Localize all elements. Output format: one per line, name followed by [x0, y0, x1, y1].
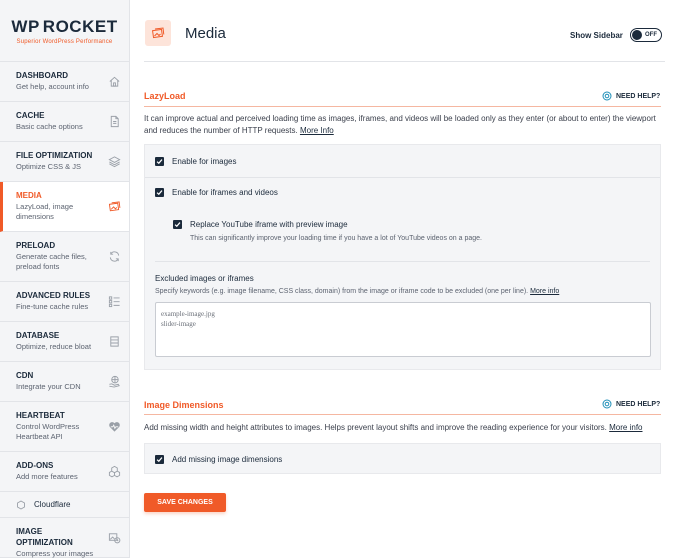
toggle-knob [632, 30, 642, 40]
sidebar-item-heartbeat[interactable]: HEARTBEAT Control WordPress Heartbeat API [0, 402, 129, 452]
database-icon [107, 335, 121, 349]
lazyload-panel [144, 144, 661, 370]
save-changes-button[interactable]: SAVE CHANGES [144, 493, 226, 512]
excluded-label: Excluded images or iframes [155, 274, 254, 283]
images-icon [107, 200, 121, 214]
cloudflare-icon [16, 500, 26, 510]
youtube-preview-option: Replace YouTube iframe with preview image [173, 220, 348, 229]
enable-images-checkbox[interactable] [155, 157, 164, 166]
media-header-icon [145, 20, 171, 46]
help-lifebuoy-icon [602, 399, 612, 409]
layers-icon [107, 155, 121, 169]
lazyload-intro: It can improve actual and perceived loading time as images, iframes, and videos will be loaded only as they enter (or about to enter) the viewport and reduces the number of HTTP requests. More Info [144, 114, 656, 135]
dimensions-more-info-link[interactable]: More info [609, 423, 643, 432]
page-title: Media [185, 25, 226, 42]
add-missing-dimensions-checkbox[interactable] [155, 455, 164, 464]
excluded-description: Specify keywords (e.g. image filename, CSS class, domain) from the image or iframe code to be excluded (one per line). More info [155, 288, 560, 295]
dimensions-divider [144, 414, 661, 415]
sidebar-item-preload[interactable]: PRELOAD Generate cache files, preload fonts [0, 232, 129, 282]
heartbeat-icon [107, 420, 121, 434]
logo-tagline: Superior WordPress Performance [16, 38, 113, 45]
add-missing-dimensions-option: Add missing image dimensions [155, 455, 282, 464]
logo-wp: WP [11, 16, 40, 36]
dimensions-panel [144, 443, 661, 474]
home-icon [107, 75, 121, 89]
sidebar-item-cloudflare[interactable]: Cloudflare [0, 492, 129, 518]
youtube-note: This can significantly improve your loading time if you have a lot of YouTube videos on a page. [190, 235, 482, 242]
enable-iframes-option: Enable for iframes and videos [155, 188, 278, 197]
sidebar-item-add-ons[interactable]: ADD-ONS Add more features [0, 452, 129, 492]
sidebar-item-cache[interactable]: CACHE Basic cache options [0, 102, 129, 142]
main-content [130, 0, 680, 558]
sidebar-item-cdn[interactable]: CDN Integrate your CDN [0, 362, 129, 402]
show-sidebar-label: Show Sidebar [570, 31, 623, 40]
list-icon [107, 295, 121, 309]
dimensions-need-help-link[interactable]: NEED HELP? [602, 399, 660, 409]
lazyload-divider [144, 106, 661, 107]
lazyload-title: LazyLoad [144, 91, 186, 101]
refresh-icon [107, 250, 121, 264]
excluded-more-info-link[interactable]: More info [530, 288, 560, 295]
help-lifebuoy-icon [602, 91, 612, 101]
sidebar-item-database[interactable]: DATABASE Optimize, reduce bloat [0, 322, 129, 362]
globe-hand-icon [107, 375, 121, 389]
logo-rocket: ROCKET [42, 16, 118, 36]
sidebar-item-advanced-rules[interactable]: ADVANCED RULES Fine-tune cache rules [0, 282, 129, 322]
lazyload-need-help-link[interactable]: NEED HELP? [602, 91, 660, 101]
sidebar-item-media[interactable]: MEDIA LazyLoad, image dimensions [0, 182, 129, 232]
toggle-state: OFF [645, 32, 657, 38]
addons-icon [107, 465, 121, 479]
file-icon [107, 115, 121, 129]
image-compress-icon [107, 531, 121, 545]
image-dimensions-title: Image Dimensions [144, 400, 224, 410]
sidebar [0, 0, 130, 558]
sidebar-item-image-optimization[interactable]: IMAGE OPTIMIZATION Compress your images [0, 518, 129, 558]
lazyload-more-info-link[interactable]: More Info [299, 126, 334, 135]
logo[interactable] [0, 0, 129, 62]
youtube-preview-checkbox[interactable] [173, 220, 182, 229]
sidebar-item-file-optimization[interactable]: FILE OPTIMIZATION Optimize CSS & JS [0, 142, 129, 182]
enable-iframes-checkbox[interactable] [155, 188, 164, 197]
enable-images-option: Enable for images [155, 157, 236, 166]
sidebar-item-dashboard[interactable]: DASHBOARD Get help, account info [0, 62, 129, 102]
dimensions-intro: Add missing width and height attributes to images. Helps prevent layout shifts and improve the reading experience for your visitors. More info [144, 423, 643, 432]
excluded-textarea[interactable]: example-image.jpg slider-image [155, 302, 651, 357]
header-divider [144, 61, 665, 62]
show-sidebar-toggle[interactable] [630, 28, 662, 42]
